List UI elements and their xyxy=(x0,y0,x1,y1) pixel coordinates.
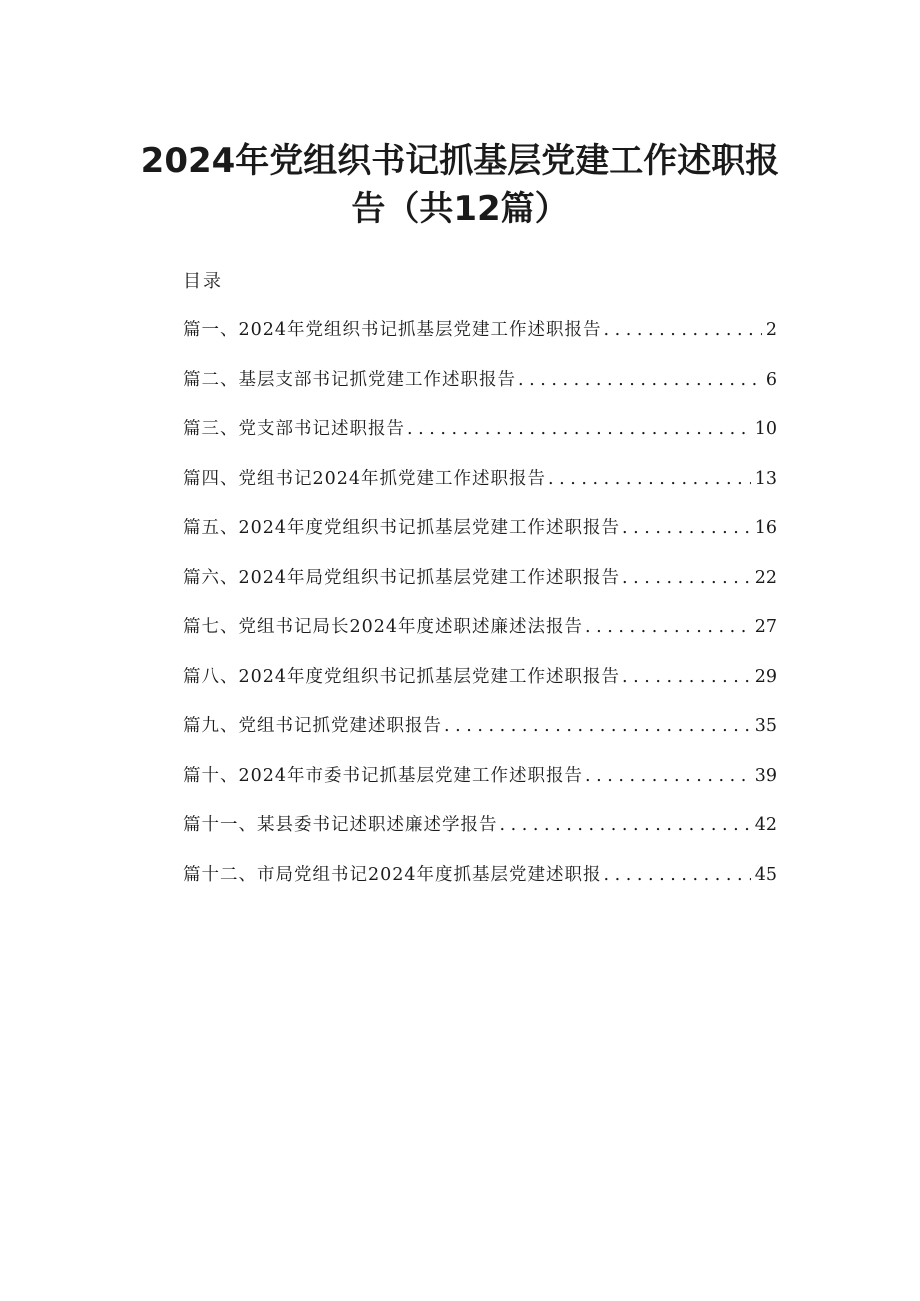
table-of-contents xyxy=(183,316,777,910)
toc-entry-11[interactable] xyxy=(183,811,777,861)
dot-leader xyxy=(407,415,751,443)
toc-entry-page-number: 13 xyxy=(754,468,777,489)
toc-entry-page-number: 6 xyxy=(765,369,777,390)
dot-leader xyxy=(604,861,751,889)
toc-entry-page-number: 16 xyxy=(754,518,777,538)
dot-leader xyxy=(444,712,751,740)
toc-entry-label: 篇三、党支部书记述职报告 xyxy=(183,419,405,439)
toc-entry-page-number: 2 xyxy=(765,320,777,340)
toc-entry-7[interactable] xyxy=(183,613,777,663)
toc-entry-label: 篇八、2024年度党组织书记抓基层党建工作述职报告 xyxy=(183,666,621,687)
dot-leader xyxy=(585,762,751,790)
toc-entry-page-number: 39 xyxy=(754,765,777,786)
document-title-line-1: 2024年党组织书记抓基层党建工作述职报 xyxy=(140,141,780,181)
toc-entry-label: 篇七、党组书记局长2024年度述职述廉述法报告 xyxy=(183,617,584,637)
toc-entry-12[interactable] xyxy=(183,861,777,911)
toc-entry-label: 篇十二、市局党组书记2024年度抓基层党建述职报 xyxy=(183,864,602,885)
dot-leader xyxy=(500,811,751,839)
toc-entry-label: 篇一、2024年党组织书记抓基层党建工作述职报告 xyxy=(183,320,602,340)
toc-entry-label: 篇四、党组书记2024年抓党建工作述职报告 xyxy=(183,468,547,489)
toc-entry-8[interactable] xyxy=(183,663,777,713)
toc-entry-5[interactable] xyxy=(183,514,777,564)
toc-entry-2[interactable] xyxy=(183,366,777,416)
dot-leader xyxy=(622,663,751,691)
toc-entry-page-number: 45 xyxy=(754,864,777,885)
toc-entry-9[interactable] xyxy=(183,712,777,762)
toc-entry-page-number: 42 xyxy=(754,815,777,835)
document-title-line-2: 告（共12篇） xyxy=(351,189,569,229)
toc-entry-label: 篇十一、某县委书记述职述廉述学报告 xyxy=(183,815,498,835)
toc-entry-page-number: 35 xyxy=(754,716,777,736)
toc-entry-label: 篇六、2024年局党组织书记抓基层党建工作述职报告 xyxy=(183,567,621,588)
dot-leader xyxy=(622,514,751,542)
toc-entry-page-number: 10 xyxy=(754,419,777,439)
toc-entry-page-number: 27 xyxy=(754,617,777,637)
toc-entry-page-number: 29 xyxy=(754,666,777,687)
toc-entry-10[interactable] xyxy=(183,762,777,812)
dot-leader xyxy=(548,465,751,493)
toc-heading: 目录 xyxy=(183,271,223,292)
dot-leader xyxy=(585,613,751,641)
dot-leader xyxy=(518,366,762,394)
toc-entry-label: 篇二、基层支部书记抓党建工作述职报告 xyxy=(183,369,516,390)
toc-entry-label: 篇十、2024年市委书记抓基层党建工作述职报告 xyxy=(183,765,584,786)
toc-entry-label: 篇五、2024年度党组织书记抓基层党建工作述职报告 xyxy=(183,518,621,538)
toc-entry-1[interactable] xyxy=(183,316,777,366)
dot-leader xyxy=(604,316,762,344)
toc-entry-3[interactable] xyxy=(183,415,777,465)
toc-entry-page-number: 22 xyxy=(754,567,777,588)
dot-leader xyxy=(622,564,751,592)
toc-entry-4[interactable] xyxy=(183,465,777,515)
toc-entry-6[interactable] xyxy=(183,564,777,614)
toc-entry-label: 篇九、党组书记抓党建述职报告 xyxy=(183,716,442,736)
